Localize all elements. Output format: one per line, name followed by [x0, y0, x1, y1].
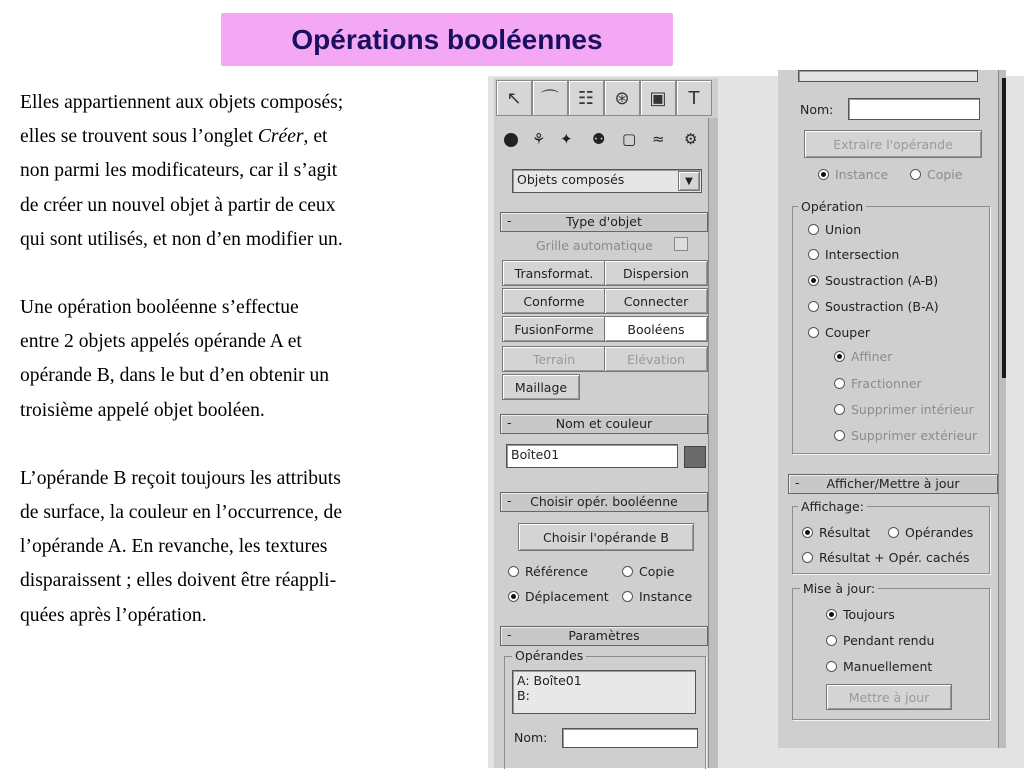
radio-dot	[888, 527, 899, 538]
object-color-swatch[interactable]	[684, 446, 706, 468]
category-dropdown-value: Objets composés	[517, 172, 625, 187]
update-label: Mise à jour:	[800, 581, 878, 596]
hierarchy-icon[interactable]: ☷	[568, 80, 604, 116]
rollout-title: Nom et couleur	[555, 416, 653, 431]
radio-refine[interactable]	[834, 349, 892, 364]
radio-dot	[818, 169, 829, 180]
radio-copy[interactable]	[910, 167, 962, 182]
radio-reference[interactable]	[508, 564, 588, 579]
radio-instance[interactable]	[818, 167, 888, 182]
terrain-button[interactable]: Terrain	[502, 346, 606, 372]
radio-label: Fractionner	[851, 376, 922, 391]
operand-name-field[interactable]	[562, 728, 698, 748]
rollout-name-color[interactable]	[500, 414, 708, 434]
text-line: de surface, la couleur en l’occurrence, de	[20, 502, 343, 524]
radio-dot	[802, 552, 813, 563]
curve-icon[interactable]: ⌒	[532, 80, 568, 116]
radio-cut[interactable]	[808, 325, 870, 340]
object-name-field[interactable]	[506, 444, 678, 468]
rollout-object-type[interactable]	[500, 212, 708, 232]
text-line: entre 2 objets appelés opérande A et	[20, 331, 302, 353]
radio-label: Soustraction (B-A)	[825, 299, 939, 314]
operand-b[interactable]: B:	[517, 688, 530, 703]
rollout-display-update[interactable]	[788, 474, 998, 494]
auto-grid-checkbox[interactable]	[674, 237, 688, 251]
text-line: elles se trouvent sous l’onglet Créer, et	[20, 126, 328, 148]
text-line: Elles appartiennent aux objets composés;	[20, 92, 344, 113]
helpers-icon[interactable]: ▢	[622, 130, 637, 148]
radio-label: Affiner	[851, 349, 893, 364]
radio-manually[interactable]	[826, 659, 932, 674]
text-line: disparaissent ; elles doivent être réappli-	[20, 570, 337, 592]
radio-subtraction-ab[interactable]	[808, 273, 938, 288]
command-panel-right	[778, 70, 1006, 748]
radio-result[interactable]	[802, 525, 870, 540]
update-button[interactable]: Mettre à jour	[826, 684, 952, 710]
display-icon[interactable]: ▣	[640, 80, 676, 116]
text-line: de créer un nouvel objet à partir de ceux	[20, 194, 336, 216]
fusionforme-button[interactable]: FusionForme	[502, 316, 606, 342]
radio-dot	[622, 591, 633, 602]
auto-grid-label: Grille automatique	[536, 238, 653, 253]
radio-dot	[834, 378, 845, 389]
radio-label: Intersection	[825, 247, 900, 262]
operand-a[interactable]: A: Boîte01	[517, 673, 582, 688]
name-label: Nom:	[514, 730, 548, 745]
radio-dot	[834, 430, 845, 441]
cursor-icon[interactable]: ↖	[496, 80, 532, 116]
radio-label: Instance	[835, 167, 889, 182]
radio-union[interactable]	[808, 222, 861, 237]
display-label: Affichage:	[798, 499, 867, 514]
radio-split[interactable]	[834, 376, 922, 391]
operation-label: Opération	[798, 199, 866, 214]
radio-dot	[834, 351, 845, 362]
conforme-button[interactable]: Conforme	[502, 288, 606, 314]
shapes-icon[interactable]: ⚘	[532, 130, 546, 148]
radio-label: Supprimer extérieur	[851, 428, 978, 443]
radio-label: Déplacement	[525, 589, 609, 604]
radio-always[interactable]	[826, 607, 895, 622]
top-field[interactable]	[798, 70, 978, 82]
radio-dot	[802, 527, 813, 538]
italic-word: Créer	[257, 126, 304, 148]
text-line: Une opération booléenne s’effectue	[20, 297, 299, 319]
name-label: Nom:	[800, 102, 834, 117]
radio-move[interactable]	[508, 589, 609, 604]
radio-remove-inside[interactable]	[834, 402, 974, 417]
radio-intersection[interactable]	[808, 247, 899, 262]
booleens-button[interactable]: Booléens	[604, 316, 708, 342]
radio-dot	[808, 224, 819, 235]
elevation-button[interactable]: Elévation	[604, 346, 708, 372]
command-panel-left	[494, 78, 718, 768]
radio-dot	[826, 661, 837, 672]
rollout-title: Type d'objet	[566, 214, 642, 229]
collapse-icon[interactable]: -	[507, 627, 512, 642]
radio-subtraction-ba[interactable]	[808, 299, 939, 314]
radio-dot	[826, 609, 837, 620]
paragraph-1	[20, 86, 490, 257]
radio-dot	[808, 301, 819, 312]
radio-label: Résultat	[819, 525, 871, 540]
collapse-icon[interactable]: -	[507, 415, 512, 430]
radio-dot	[910, 169, 921, 180]
paragraph-3	[20, 462, 490, 633]
chevron-down-icon[interactable]: ▼	[678, 171, 700, 191]
rollout-title: Paramètres	[568, 628, 640, 643]
radio-label: Pendant rendu	[843, 633, 935, 648]
radio-label: Toujours	[843, 607, 895, 622]
radio-label: Manuellement	[843, 659, 933, 674]
operand-name-field[interactable]	[848, 98, 980, 120]
radio-dot	[508, 591, 519, 602]
radio-label: Instance	[639, 589, 693, 604]
rollout-parameters[interactable]	[500, 626, 708, 646]
object-name-value: Boîte01	[511, 447, 560, 462]
radio-label: Supprimer intérieur	[851, 402, 974, 417]
transformat-button[interactable]: Transformat.	[502, 260, 606, 286]
pick-operand-b-button[interactable]: Choisir l'opérande B	[518, 523, 694, 551]
text-line: l’opérande A. En revanche, les textures	[20, 536, 328, 558]
collapse-icon[interactable]: -	[795, 475, 800, 490]
radio-dot	[808, 327, 819, 338]
rollout-title: Afficher/Mettre à jour	[826, 476, 960, 491]
radio-when-rendering[interactable]	[826, 633, 934, 648]
radio-dot	[508, 566, 519, 577]
text-line: non parmi les modificateurs, car il s’agit	[20, 160, 338, 182]
extract-operand-button[interactable]: Extraire l'opérande	[804, 130, 982, 158]
cameras-icon[interactable]: ⚉	[592, 130, 606, 148]
maillage-button[interactable]: Maillage	[502, 374, 580, 400]
slide-body	[20, 86, 490, 667]
radio-result-hidden-ops[interactable]	[802, 550, 970, 565]
category-dropdown[interactable]	[512, 169, 702, 193]
scrollbar-thumb[interactable]	[1002, 78, 1006, 378]
text-line: qui sont utilisés, et non d’en modifier un.	[20, 228, 343, 250]
collapse-icon[interactable]: -	[507, 493, 512, 508]
motion-icon[interactable]: ⊛	[604, 80, 640, 116]
text-line: L’opérande B reçoit toujours les attributs	[20, 467, 341, 489]
lights-icon[interactable]: ✦	[560, 130, 573, 148]
radio-label: Opérandes	[905, 525, 974, 540]
slide-title: Opérations booléennes	[221, 13, 673, 66]
radio-label: Copie	[927, 167, 963, 182]
systems-icon[interactable]: ⚙	[684, 130, 698, 148]
text-line: opérande B, dans le but d’en obtenir un	[20, 365, 330, 387]
radio-label: Copie	[639, 564, 675, 579]
radio-copy[interactable]	[622, 564, 674, 579]
text-line: troisième appelé objet booléen.	[20, 399, 265, 421]
radio-remove-outside[interactable]	[834, 428, 977, 443]
operands-label: Opérandes	[512, 648, 586, 663]
paragraph-2	[20, 291, 490, 428]
geometry-icon[interactable]	[504, 133, 518, 147]
radio-dot	[826, 635, 837, 646]
radio-label: Résultat + Opér. cachés	[819, 550, 970, 565]
radio-dot	[808, 249, 819, 260]
radio-label: Soustraction (A-B)	[825, 273, 939, 288]
radio-label: Union	[825, 222, 862, 237]
dispersion-button[interactable]: Dispersion	[604, 260, 708, 286]
utilities-icon[interactable]: Τ	[676, 80, 712, 116]
radio-dot	[834, 404, 845, 415]
radio-operands[interactable]	[888, 525, 973, 540]
spacewarps-icon[interactable]: ≈	[652, 130, 665, 148]
radio-dot	[622, 566, 633, 577]
radio-instance[interactable]	[622, 589, 692, 604]
operands-list[interactable]	[512, 670, 696, 714]
panel-scrollbar[interactable]	[708, 118, 718, 768]
text-line: quées après l’opération.	[20, 604, 207, 626]
radio-label: Référence	[525, 564, 588, 579]
rollout-pick-boolean[interactable]	[500, 492, 708, 512]
collapse-icon[interactable]: -	[507, 213, 512, 228]
radio-dot	[808, 275, 819, 286]
radio-label: Couper	[825, 325, 871, 340]
connecter-button[interactable]: Connecter	[604, 288, 708, 314]
rollout-title: Choisir opér. booléenne	[530, 494, 678, 509]
